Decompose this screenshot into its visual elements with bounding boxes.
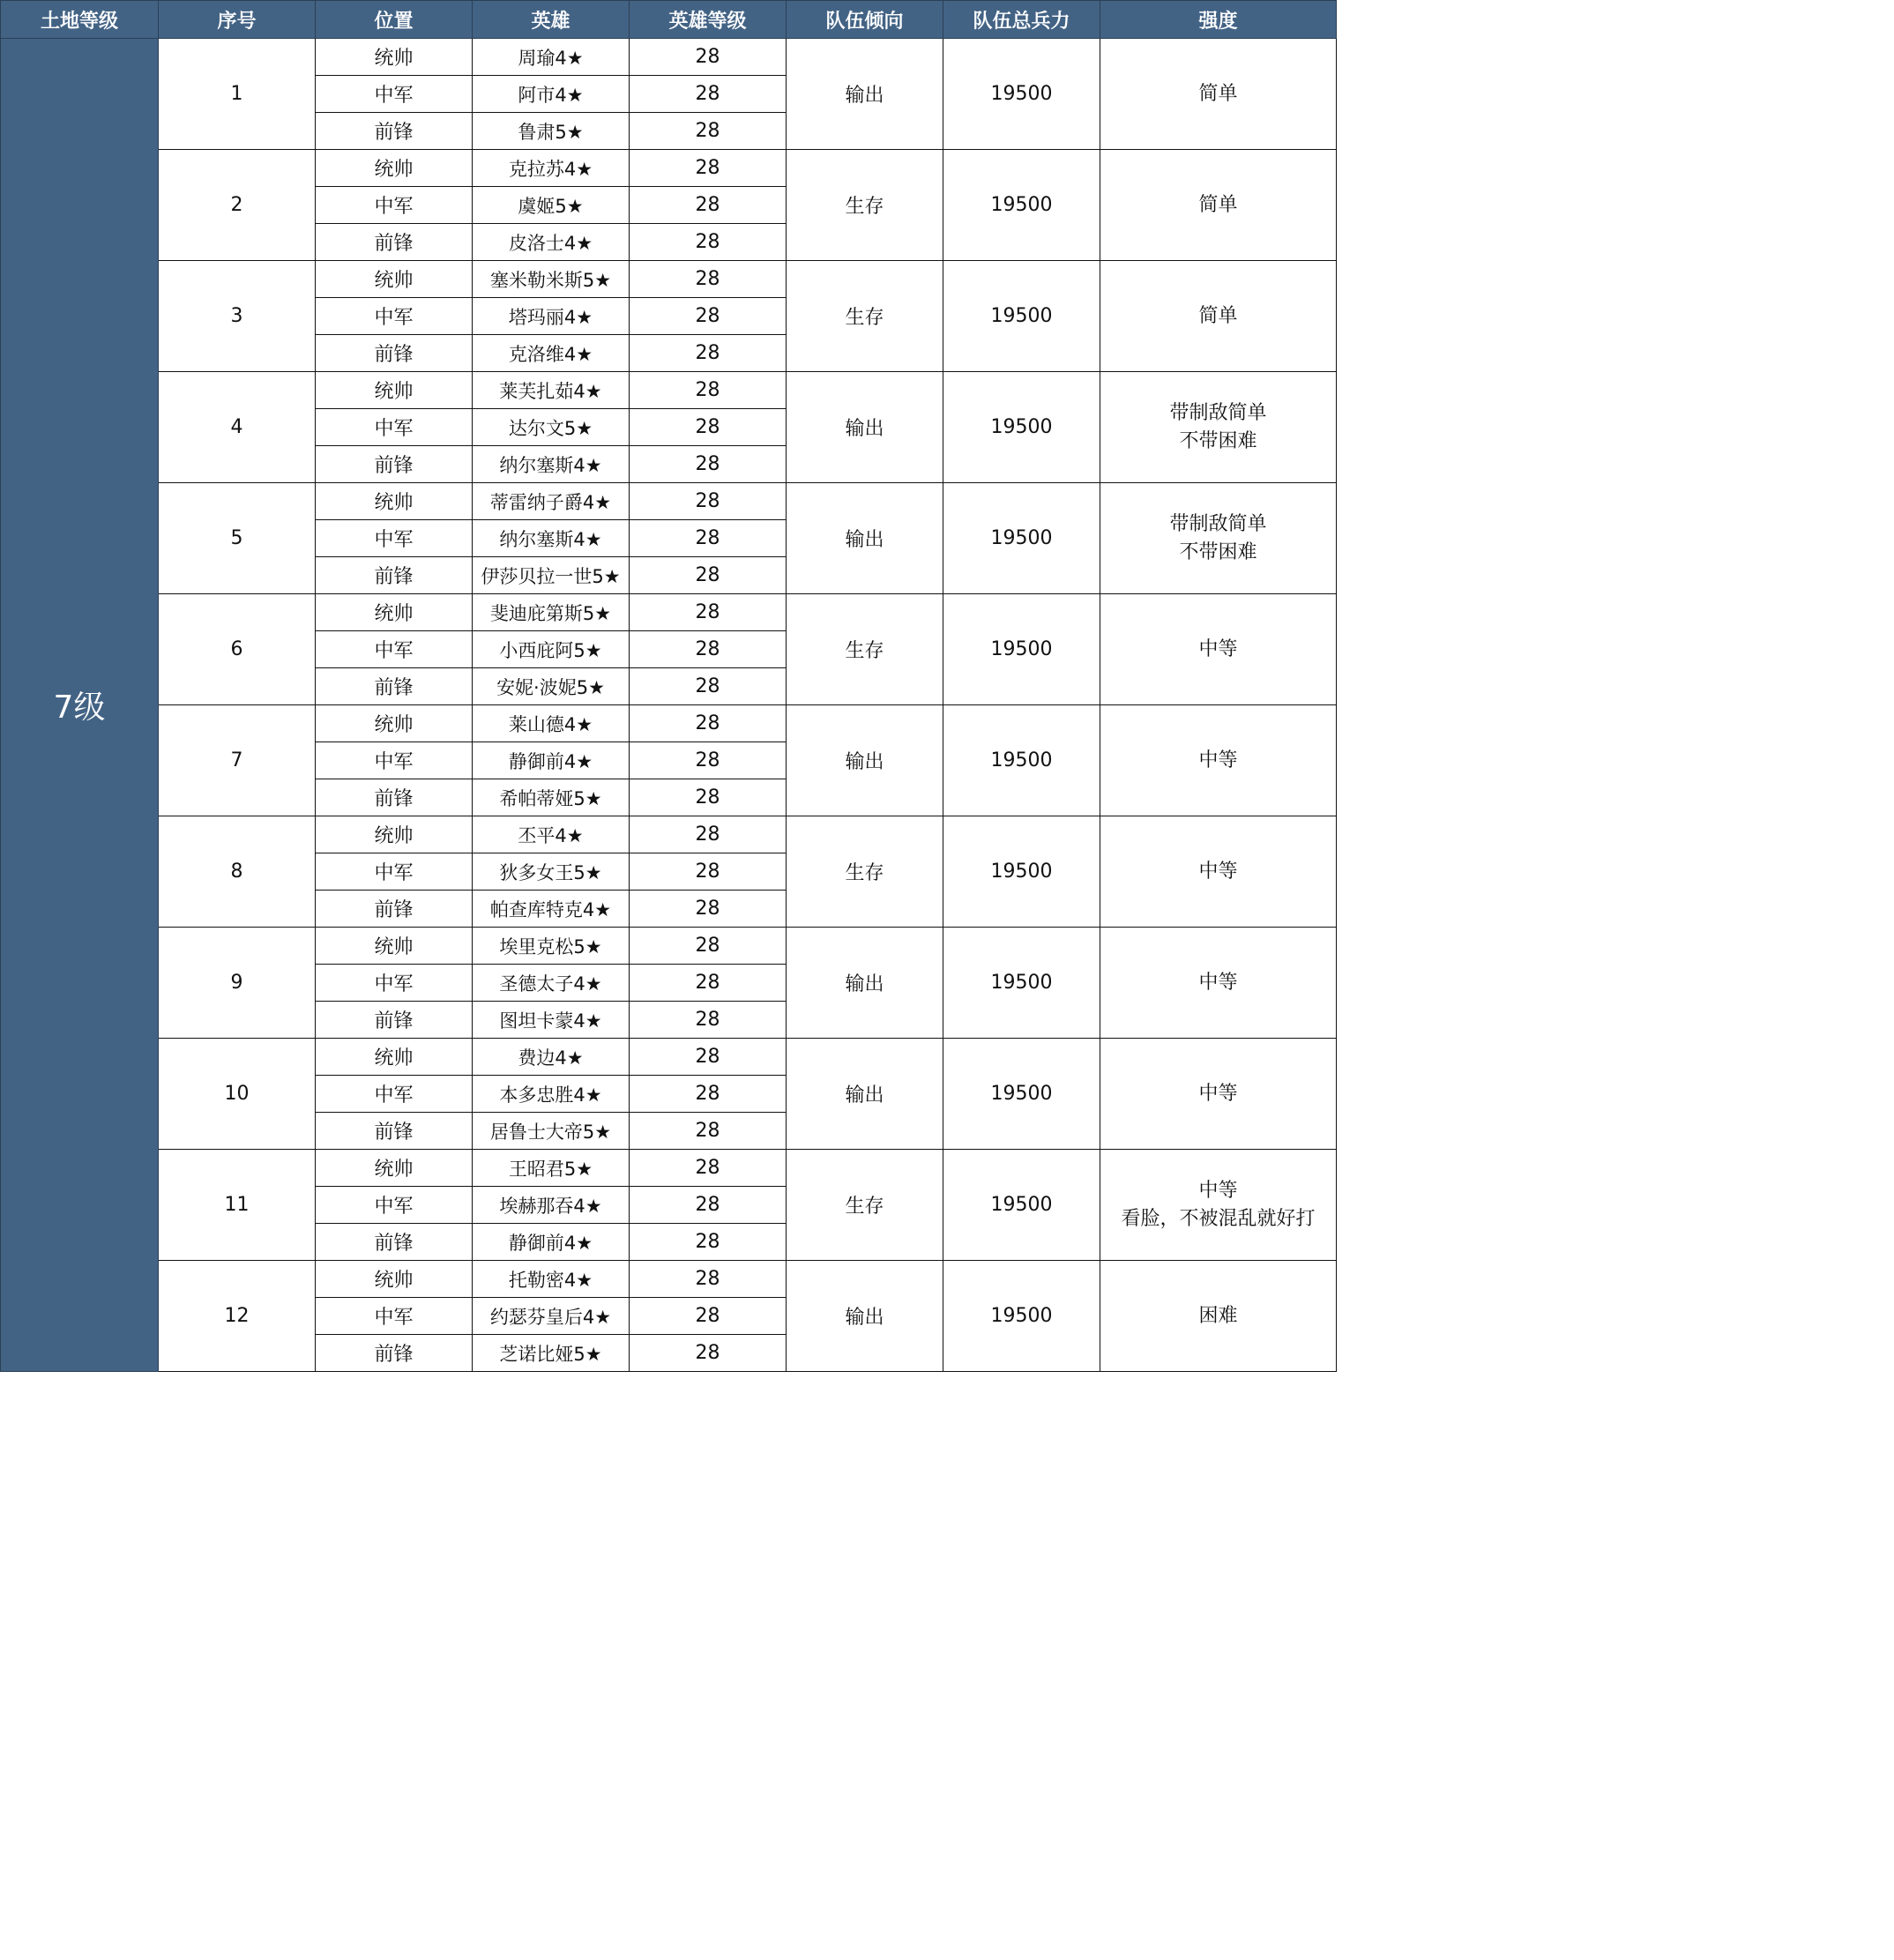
table-row — [1, 150, 1337, 187]
hero-cell: 纳尔塞斯4★ — [473, 446, 630, 483]
position-cell: 统帅 — [316, 261, 473, 298]
land-level-cell: 7级 — [1, 39, 159, 1372]
table-row — [1, 483, 1337, 520]
hero-level-cell: 28 — [630, 1187, 787, 1224]
hero-cell: 埃赫那吞4★ — [473, 1187, 630, 1224]
hero-level-cell: 28 — [630, 1076, 787, 1113]
position-cell: 中军 — [316, 965, 473, 1002]
position-cell: 中军 — [316, 1187, 473, 1224]
strength-line: 中等 — [1198, 749, 1238, 771]
hero-cell: 王昭君5★ — [473, 1150, 630, 1187]
strength-line: 简单 — [1198, 193, 1238, 216]
hero-cell: 静御前4★ — [473, 1224, 630, 1261]
hero-level-cell: 28 — [630, 891, 787, 928]
position-cell: 中军 — [316, 76, 473, 113]
hero-level-cell: 28 — [630, 372, 787, 409]
hero-level-cell: 28 — [630, 224, 787, 261]
hero-level-cell: 28 — [630, 1261, 787, 1298]
tendency-cell: 输出 — [787, 483, 943, 594]
table-row — [1, 261, 1337, 298]
hero-cell: 希帕蒂娅5★ — [473, 779, 630, 816]
strength-line: 中等 — [1198, 1179, 1238, 1202]
strength-line: 中等 — [1198, 860, 1238, 883]
team-index-cell: 3 — [159, 261, 316, 372]
position-cell: 前锋 — [316, 779, 473, 816]
header-position: 位置 — [316, 1, 473, 39]
position-cell: 中军 — [316, 409, 473, 446]
hero-cell: 莱芙扎茹4★ — [473, 372, 630, 409]
position-cell: 统帅 — [316, 594, 473, 631]
hero-level-cell: 28 — [630, 853, 787, 891]
total-troops-cell: 19500 — [943, 705, 1100, 816]
hero-level-cell: 28 — [630, 1224, 787, 1261]
table-row — [1, 1150, 1337, 1187]
tendency-cell: 输出 — [787, 39, 943, 150]
position-cell: 中军 — [316, 1298, 473, 1335]
position-cell: 前锋 — [316, 224, 473, 261]
hero-cell: 莱山德4★ — [473, 705, 630, 742]
hero-cell: 达尔文5★ — [473, 409, 630, 446]
position-cell: 前锋 — [316, 446, 473, 483]
tendency-cell: 输出 — [787, 1039, 943, 1150]
table-row — [1, 39, 1337, 76]
hero-cell: 塞米勒米斯5★ — [473, 261, 630, 298]
strength-cell — [1100, 261, 1337, 372]
total-troops-cell: 19500 — [943, 816, 1100, 928]
hero-level-cell: 28 — [630, 742, 787, 779]
position-cell: 前锋 — [316, 1224, 473, 1261]
tendency-cell: 生存 — [787, 816, 943, 928]
hero-cell: 皮洛士4★ — [473, 224, 630, 261]
hero-level-cell: 28 — [630, 39, 787, 76]
table-row — [1, 594, 1337, 631]
position-cell: 中军 — [316, 853, 473, 891]
total-troops-cell: 19500 — [943, 594, 1100, 705]
table-row — [1, 816, 1337, 853]
strength-line: 困难 — [1198, 1304, 1238, 1327]
position-cell: 前锋 — [316, 335, 473, 372]
hero-level-cell: 28 — [630, 298, 787, 335]
strength-cell — [1100, 594, 1337, 705]
total-troops-cell: 19500 — [943, 1039, 1100, 1150]
tendency-cell: 生存 — [787, 261, 943, 372]
hero-cell: 帕查库特克4★ — [473, 891, 630, 928]
hero-cell: 安妮·波妮5★ — [473, 668, 630, 705]
hero-cell: 托勒密4★ — [473, 1261, 630, 1298]
total-troops-cell: 19500 — [943, 483, 1100, 594]
position-cell: 统帅 — [316, 1261, 473, 1298]
tendency-cell: 输出 — [787, 1261, 943, 1372]
strength-line: 中等 — [1198, 1082, 1238, 1105]
team-table-sheet — [0, 0, 1337, 1382]
team-index-cell: 1 — [159, 39, 316, 150]
hero-cell: 伊莎贝拉一世5★ — [473, 557, 630, 594]
header-row — [1, 1, 1337, 39]
hero-level-cell: 28 — [630, 965, 787, 1002]
hero-level-cell: 28 — [630, 1113, 787, 1150]
hero-level-cell: 28 — [630, 187, 787, 224]
position-cell: 统帅 — [316, 483, 473, 520]
hero-cell: 纳尔塞斯4★ — [473, 520, 630, 557]
total-troops-cell: 19500 — [943, 928, 1100, 1039]
tendency-cell: 生存 — [787, 594, 943, 705]
hero-cell: 本多忠胜4★ — [473, 1076, 630, 1113]
strength-cell — [1100, 928, 1337, 1039]
hero-level-cell: 28 — [630, 1298, 787, 1335]
header-index: 序号 — [159, 1, 316, 39]
position-cell: 中军 — [316, 631, 473, 668]
team-index-cell: 2 — [159, 150, 316, 261]
hero-level-cell: 28 — [630, 631, 787, 668]
position-cell: 统帅 — [316, 928, 473, 965]
team-index-cell: 5 — [159, 483, 316, 594]
header-tendency: 队伍倾向 — [787, 1, 943, 39]
hero-cell: 小西庇阿5★ — [473, 631, 630, 668]
strength-line: 带制敌简单 — [1169, 512, 1267, 535]
strength-line: 中等 — [1198, 637, 1238, 660]
hero-level-cell: 28 — [630, 113, 787, 150]
strength-line: 中等 — [1198, 971, 1238, 994]
hero-level-cell: 28 — [630, 520, 787, 557]
hero-cell: 虞姬5★ — [473, 187, 630, 224]
hero-level-cell: 28 — [630, 928, 787, 965]
position-cell: 中军 — [316, 1076, 473, 1113]
hero-cell: 蒂雷纳子爵4★ — [473, 483, 630, 520]
hero-level-cell: 28 — [630, 335, 787, 372]
position-cell: 统帅 — [316, 39, 473, 76]
hero-level-cell: 28 — [630, 409, 787, 446]
hero-cell: 克拉苏4★ — [473, 150, 630, 187]
strength-cell — [1100, 1039, 1337, 1150]
team-index-cell: 12 — [159, 1261, 316, 1372]
position-cell: 统帅 — [316, 1039, 473, 1076]
position-cell: 前锋 — [316, 891, 473, 928]
table-body — [1, 39, 1337, 1372]
position-cell: 前锋 — [316, 1113, 473, 1150]
strength-cell — [1100, 1150, 1337, 1261]
strength-cell — [1100, 39, 1337, 150]
hero-cell: 狄多女王5★ — [473, 853, 630, 891]
hero-level-cell: 28 — [630, 1150, 787, 1187]
team-index-cell: 6 — [159, 594, 316, 705]
header-land-level: 土地等级 — [1, 1, 159, 39]
table-row — [1, 372, 1337, 409]
team-index-cell: 7 — [159, 705, 316, 816]
header-strength: 强度 — [1100, 1, 1337, 39]
position-cell: 中军 — [316, 298, 473, 335]
hero-level-cell: 28 — [630, 557, 787, 594]
team-index-cell: 4 — [159, 372, 316, 483]
hero-cell: 周瑜4★ — [473, 39, 630, 76]
position-cell: 前锋 — [316, 113, 473, 150]
hero-level-cell: 28 — [630, 446, 787, 483]
tendency-cell: 生存 — [787, 150, 943, 261]
hero-level-cell: 28 — [630, 594, 787, 631]
team-index-cell: 8 — [159, 816, 316, 928]
strength-line: 带制敌简单 — [1169, 401, 1267, 424]
total-troops-cell: 19500 — [943, 1261, 1100, 1372]
position-cell: 前锋 — [316, 557, 473, 594]
tendency-cell: 输出 — [787, 705, 943, 816]
table-row — [1, 1039, 1337, 1076]
position-cell: 前锋 — [316, 1335, 473, 1372]
hero-level-cell: 28 — [630, 483, 787, 520]
table-row — [1, 705, 1337, 742]
tendency-cell: 输出 — [787, 372, 943, 483]
total-troops-cell: 19500 — [943, 261, 1100, 372]
hero-cell: 圣德太子4★ — [473, 965, 630, 1002]
hero-level-cell: 28 — [630, 150, 787, 187]
hero-cell: 图坦卡蒙4★ — [473, 1002, 630, 1039]
hero-level-cell: 28 — [630, 76, 787, 113]
hero-level-cell: 28 — [630, 779, 787, 816]
hero-level-cell: 28 — [630, 1335, 787, 1372]
strength-line: 简单 — [1198, 304, 1238, 327]
hero-cell: 约瑟芬皇后4★ — [473, 1298, 630, 1335]
hero-cell: 费边4★ — [473, 1039, 630, 1076]
strength-cell — [1100, 150, 1337, 261]
hero-level-cell: 28 — [630, 705, 787, 742]
position-cell: 统帅 — [316, 816, 473, 853]
header-total-troops: 队伍总兵力 — [943, 1, 1100, 39]
team-index-cell: 9 — [159, 928, 316, 1039]
team-index-cell: 11 — [159, 1150, 316, 1261]
header-hero: 英雄 — [473, 1, 630, 39]
hero-cell: 鲁肃5★ — [473, 113, 630, 150]
hero-cell: 芝诺比娅5★ — [473, 1335, 630, 1372]
position-cell: 中军 — [316, 520, 473, 557]
position-cell: 中军 — [316, 187, 473, 224]
tendency-cell: 输出 — [787, 928, 943, 1039]
hero-cell: 居鲁士大帝5★ — [473, 1113, 630, 1150]
hero-cell: 丕平4★ — [473, 816, 630, 853]
hero-level-cell: 28 — [630, 816, 787, 853]
hero-level-cell: 28 — [630, 1039, 787, 1076]
total-troops-cell: 19500 — [943, 372, 1100, 483]
position-cell: 中军 — [316, 742, 473, 779]
hero-cell: 斐迪庇第斯5★ — [473, 594, 630, 631]
strength-line: 不带困难 — [1179, 429, 1257, 452]
hero-cell: 克洛维4★ — [473, 335, 630, 372]
team-table — [0, 0, 1337, 1372]
hero-cell: 塔玛丽4★ — [473, 298, 630, 335]
table-row — [1, 1261, 1337, 1298]
strength-line: 看脸，不被混乱就好打 — [1121, 1207, 1316, 1230]
hero-level-cell: 28 — [630, 668, 787, 705]
position-cell: 统帅 — [316, 150, 473, 187]
position-cell: 前锋 — [316, 1002, 473, 1039]
strength-cell — [1100, 483, 1337, 594]
total-troops-cell: 19500 — [943, 1150, 1100, 1261]
strength-cell — [1100, 1261, 1337, 1372]
position-cell: 前锋 — [316, 668, 473, 705]
strength-cell — [1100, 705, 1337, 816]
strength-cell — [1100, 816, 1337, 928]
hero-level-cell: 28 — [630, 1002, 787, 1039]
strength-cell — [1100, 372, 1337, 483]
strength-line: 不带困难 — [1179, 540, 1257, 563]
strength-line: 简单 — [1198, 82, 1238, 105]
hero-level-cell: 28 — [630, 261, 787, 298]
team-index-cell: 10 — [159, 1039, 316, 1150]
table-row — [1, 928, 1337, 965]
hero-cell: 埃里克松5★ — [473, 928, 630, 965]
tendency-cell: 生存 — [787, 1150, 943, 1261]
position-cell: 统帅 — [316, 1150, 473, 1187]
hero-cell: 阿市4★ — [473, 76, 630, 113]
position-cell: 统帅 — [316, 372, 473, 409]
total-troops-cell: 19500 — [943, 150, 1100, 261]
position-cell: 统帅 — [316, 705, 473, 742]
hero-cell: 静御前4★ — [473, 742, 630, 779]
total-troops-cell: 19500 — [943, 39, 1100, 150]
header-hero-level: 英雄等级 — [630, 1, 787, 39]
